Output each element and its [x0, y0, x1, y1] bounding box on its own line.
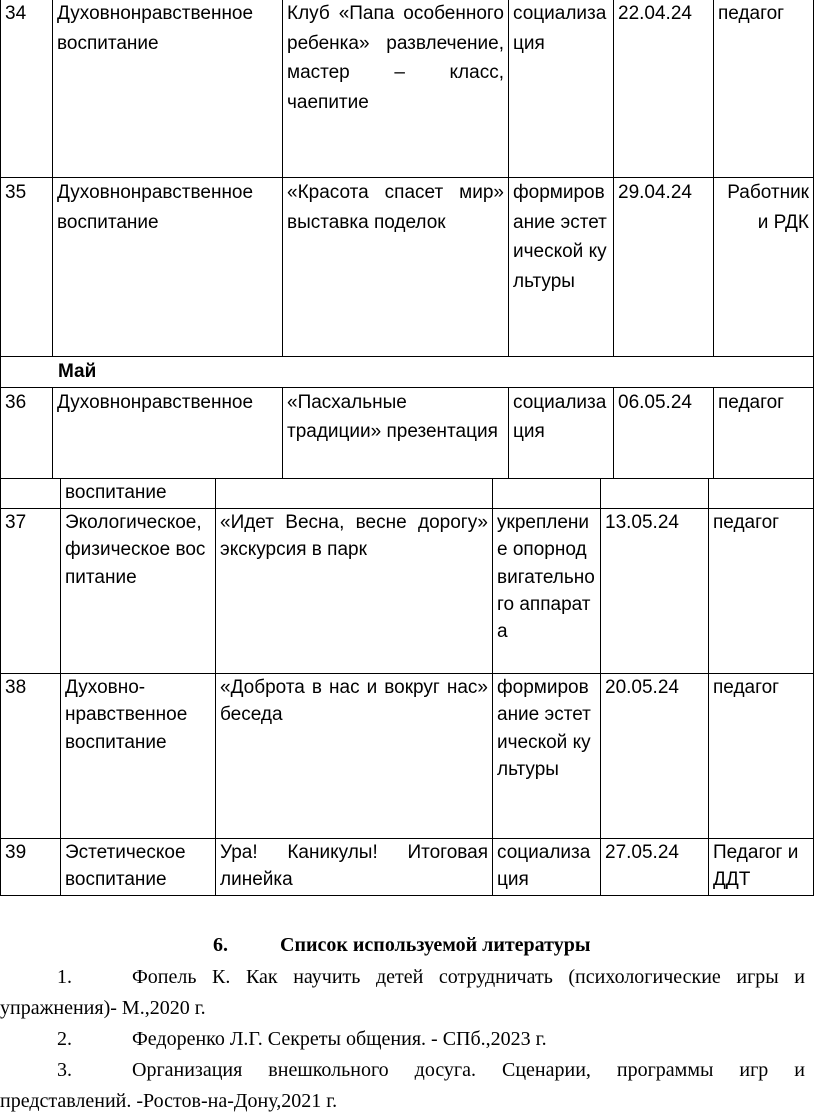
table-row: [1, 387, 814, 478]
empty-cell: [709, 479, 814, 509]
section-title: Список используемой литературы: [280, 934, 591, 956]
month-row: [1, 357, 814, 388]
row-number: 39: [1, 839, 61, 896]
literature-item: [0, 962, 805, 1024]
goal-cell: укрепление опорнодвигательного аппарата: [493, 509, 601, 674]
section-number: 6.: [213, 934, 228, 956]
direction-cell: Духовно-нравственное воспитание: [61, 674, 216, 839]
event-cell: «Пасхальные традиции» презентация: [283, 387, 509, 478]
table-row: [1, 178, 814, 357]
responsible-cell: педагог: [714, 387, 814, 478]
month-label: Май: [1, 357, 814, 388]
direction-cell: [53, 0, 283, 178]
event-cell: Клуб «Папа особенного ребенка» развлечение, мастер – класс, чаепитие: [283, 0, 509, 178]
goal-cell: социализация: [509, 0, 614, 178]
direction-cell: Экологическое, физическое воспитание: [61, 509, 216, 674]
date-cell: 29.04.24: [614, 178, 714, 357]
direction-line2: воспитание: [57, 32, 159, 54]
event-cell: Ура! Каникулы! Итоговая линейка: [216, 839, 493, 896]
item-number: 3.: [57, 1059, 72, 1081]
goal-cell: социализация: [509, 387, 614, 478]
event-cell: «Доброта в нас и вокруг нас» беседа: [216, 674, 493, 839]
row-number: 35: [1, 178, 53, 357]
date-cell: 20.05.24: [601, 674, 709, 839]
item-number: 2.: [57, 1028, 72, 1050]
row-number: 36: [1, 387, 53, 478]
table-row: [1, 509, 814, 674]
goal-cell: социализация: [493, 839, 601, 896]
item-number: 1.: [57, 966, 72, 988]
item-text: Федоренко Л.Г. Секреты общения. - СПб.,2023 г.: [132, 1028, 547, 1050]
date-cell: 13.05.24: [601, 509, 709, 674]
date-cell: 06.05.24: [614, 387, 714, 478]
empty-cell: [1, 479, 61, 509]
date-cell: 22.04.24: [614, 0, 714, 178]
literature-item: [0, 1024, 805, 1055]
direction-line1: Духовнонравственное: [57, 182, 254, 203]
event-cell: «Идет Весна, весне дорогу» экскурсия в парк: [216, 509, 493, 674]
table-row: [1, 479, 814, 509]
literature-item: [0, 1055, 805, 1117]
empty-cell: [601, 479, 709, 509]
row-number: 37: [1, 509, 61, 674]
responsible-cell: педагог: [709, 509, 814, 674]
goal-cell: формирование эстетической культуры: [509, 178, 614, 357]
events-table-part2: [0, 478, 814, 896]
responsible-cell: педагог: [714, 0, 814, 178]
date-cell: 27.05.24: [601, 839, 709, 896]
direction-cell: [53, 178, 283, 357]
responsible-cell: педагог: [709, 674, 814, 839]
direction-cell: Эстетическое воспитание: [61, 839, 216, 896]
table-row: [1, 839, 814, 896]
goal-cell: формирование эстетической культуры: [493, 674, 601, 839]
direction-line2: воспитание: [57, 211, 159, 233]
responsible-cell: Работники РДК: [714, 178, 814, 357]
empty-cell: [216, 479, 493, 509]
events-table-part1: [0, 0, 814, 479]
item-text: Фопель К. Как научить детей сотрудничать (психологические игры и упражнения)- М.,2020 г.: [0, 966, 805, 1019]
table-row: [1, 0, 814, 178]
empty-cell: [493, 479, 601, 509]
item-text: Организация внешкольного досуга. Сценарии, программы игр и представлений. -Ростов-на-Дону,2021 г.: [0, 1059, 805, 1112]
responsible-cell: Педагог и ДДТ: [709, 839, 814, 896]
direction-cell: Духовнонравственное: [53, 387, 283, 478]
event-cell: «Красота спасет мир» выставка поделок: [283, 178, 509, 357]
direction-continuation: воспитание: [61, 479, 216, 509]
row-number: 38: [1, 674, 61, 839]
table-row: [1, 674, 814, 839]
row-number: 34: [1, 0, 53, 178]
direction-line1: Духовнонравственное: [57, 3, 254, 24]
